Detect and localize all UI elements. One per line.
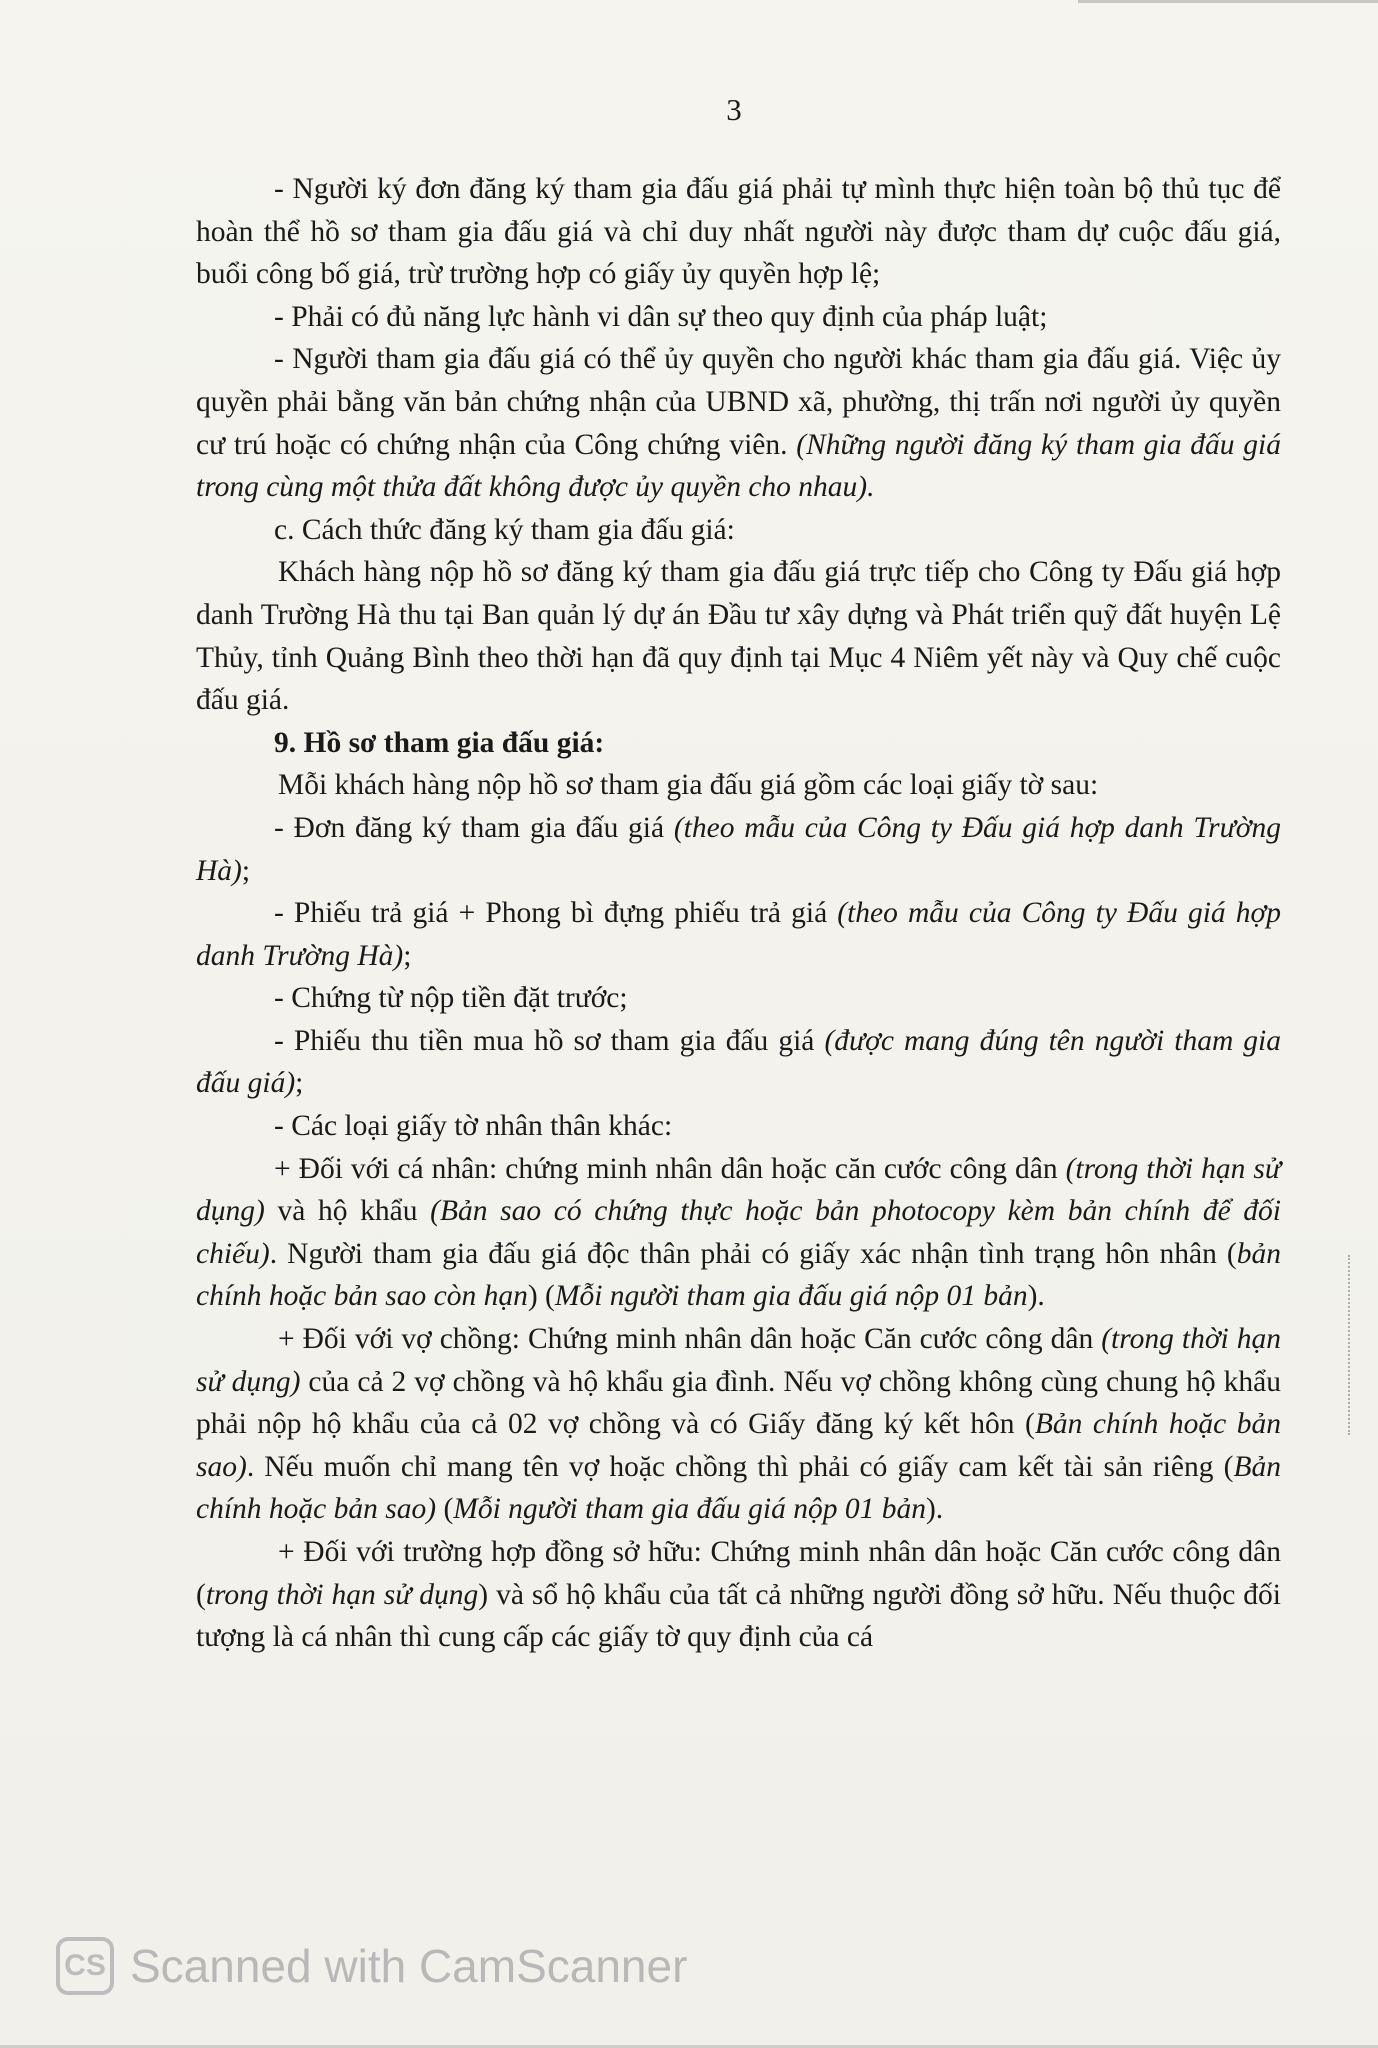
paragraph xyxy=(196,338,1281,508)
text-run: ; xyxy=(403,939,412,972)
paragraph xyxy=(196,977,1281,1020)
paragraph xyxy=(196,1318,1281,1531)
text-run: - Người ký đơn đăng ký tham gia đấu giá phải tự mình thực hiện toàn bộ thủ tục để hoàn thể hồ sơ tham gia đấu giá và chỉ duy nhất người này được tham dự cuộc đấu giá, buổi công bố giá, trừ trường hợp có giấy ủy quyền hợp lệ; xyxy=(196,173,1281,291)
text-run: c. Cách thức đăng ký tham gia đấu giá: xyxy=(274,513,735,546)
document-body xyxy=(196,168,1281,1659)
paragraph xyxy=(196,807,1281,892)
italic-text: (theo mẫu của Công ty Đấu giá hợp danh Trường Hà) xyxy=(196,811,1281,887)
italic-text: (Bản sao có chứng thực hoặc bản photocopy kèm bản chính để đối chiếu) xyxy=(196,1195,1282,1270)
paragraph xyxy=(196,1020,1281,1105)
text-run: - Phải có đủ năng lực hành vi dân sự theo quy định của pháp luật; xyxy=(274,300,1048,333)
bold-heading: 9. Hồ sơ tham gia đấu giá: xyxy=(274,726,605,759)
text-run: ). xyxy=(1027,1280,1045,1313)
text-run: - Phiếu trả giá + Phong bì đựng phiếu trả giá xyxy=(274,897,838,930)
text-run: - Chứng từ nộp tiền đặt trước; xyxy=(274,982,628,1015)
paragraph xyxy=(196,168,1281,296)
scan-edge-marks xyxy=(1348,1255,1372,1435)
text-run: ( xyxy=(436,1493,454,1526)
paragraph xyxy=(196,764,1281,807)
text-run: + Đối với vợ chồng: Chứng minh nhân dân hoặc Căn cước công dân xyxy=(278,1323,1102,1356)
italic-text: trong thời hạn sử dụng xyxy=(205,1578,479,1611)
page-number: 3 xyxy=(726,92,742,127)
text-run: + Đối với trường hợp đồng sở hữu: Chứng minh nhân dân hoặc Căn cước công dân ( xyxy=(196,1536,1281,1611)
text-run: ; xyxy=(241,854,251,887)
text-run: . Nếu muốn chỉ mang tên vợ hoặc chồng thì phải có giấy cam kết tài sản riêng ( xyxy=(246,1450,1234,1483)
text-run: ). xyxy=(925,1493,944,1526)
text-run: - Các loại giấy tờ nhân thân khác: xyxy=(274,1110,673,1143)
paragraph xyxy=(196,509,1281,552)
paragraph xyxy=(196,551,1281,721)
italic-text: Mỗi người tham gia đấu giá nộp 01 bản xyxy=(554,1280,1028,1313)
text-run: Khách hàng nộp hồ sơ đăng ký tham gia đấu giá trực tiếp cho Công ty Đấu giá hợp danh Trường Hà thu tại Ban quản lý dự án Đầu tư xây dựng và Phát triển quỹ đất huyện Lệ Thủy, tỉnh Quảng Bình theo thời hạn đã quy định tại Mục 4 Niêm yết này và Quy chế cuộc đấu giá. xyxy=(196,556,1281,717)
italic-text: (Những người đăng ký tham gia đấu giá trong cùng một thửa đất không được ủy quyền cho nhau). xyxy=(196,428,1282,504)
text-run: . Người tham gia đấu giá độc thân phải có giấy xác nhận tình trạng hôn nhân ( xyxy=(269,1237,1237,1270)
italic-text: Mỗi người tham gia đấu giá nộp 01 bản xyxy=(453,1493,926,1526)
paragraph xyxy=(196,1531,1281,1659)
paragraph xyxy=(196,1148,1281,1318)
watermark-text: Scanned with CamScanner xyxy=(130,1940,688,1992)
text-run: - Phiếu thu tiền mua hồ sơ tham gia đấu giá xyxy=(274,1024,825,1057)
italic-text: (được mang đúng tên người tham gia đấu giá) xyxy=(196,1024,1282,1100)
italic-text: Bản chính hoặc bản sao) xyxy=(196,1408,1281,1483)
paragraph xyxy=(196,892,1281,977)
text-run: ) và sổ hộ khẩu của tất cả những người đồng sở hữu. Nếu thuộc đối tượng là cá nhân thì cung cấp các giấy tờ quy định của cá xyxy=(196,1578,1281,1654)
italic-text: (theo mẫu của Công ty Đấu giá hợp danh Trường Hà) xyxy=(196,897,1281,972)
paragraph xyxy=(196,1105,1281,1148)
paragraph xyxy=(196,296,1281,339)
text-run: của cả 2 vợ chồng và hộ khẩu gia đình. Nếu vợ chồng không cùng chung hộ khẩu phải nộp hộ khẩu của cả 02 vợ chồng và có Giấy đăng ký kết hôn ( xyxy=(196,1365,1281,1441)
italic-text: (trong thời hạn sử dụng) xyxy=(196,1152,1281,1228)
text-run: Mỗi khách hàng nộp hồ sơ tham gia đấu giá gồm các loại giấy tờ sau: xyxy=(278,769,1099,802)
text-run: ; xyxy=(295,1067,304,1100)
text-run: và hộ khẩu xyxy=(264,1195,431,1228)
camscanner-watermark xyxy=(56,1937,687,1995)
text-run: - Đơn đăng ký tham gia đấu giá xyxy=(274,811,674,844)
text-run: ) ( xyxy=(527,1280,555,1313)
italic-text: bản chính hoặc bản sao còn hạn xyxy=(196,1237,1281,1313)
scan-edge-top xyxy=(1078,0,1378,3)
italic-text: Bản chính hoặc bản sao) xyxy=(196,1450,1281,1526)
italic-text: (trong thời hạn sử dụng) xyxy=(196,1323,1281,1398)
paragraph xyxy=(196,722,1281,765)
text-run: - Người tham gia đấu giá có thể ủy quyền cho người khác tham gia đấu giá. Việc ủy quyền phải bằng văn bản chứng nhận của UBND xã, phường, thị trấn nơi người ủy quyền cư trú hoặc có chứng nhận của Công chứng viên. xyxy=(196,343,1281,461)
camscanner-logo-icon: CS xyxy=(56,1937,114,1995)
text-run: + Đối với cá nhân: chứng minh nhân dân hoặc căn cước công dân xyxy=(274,1152,1066,1185)
